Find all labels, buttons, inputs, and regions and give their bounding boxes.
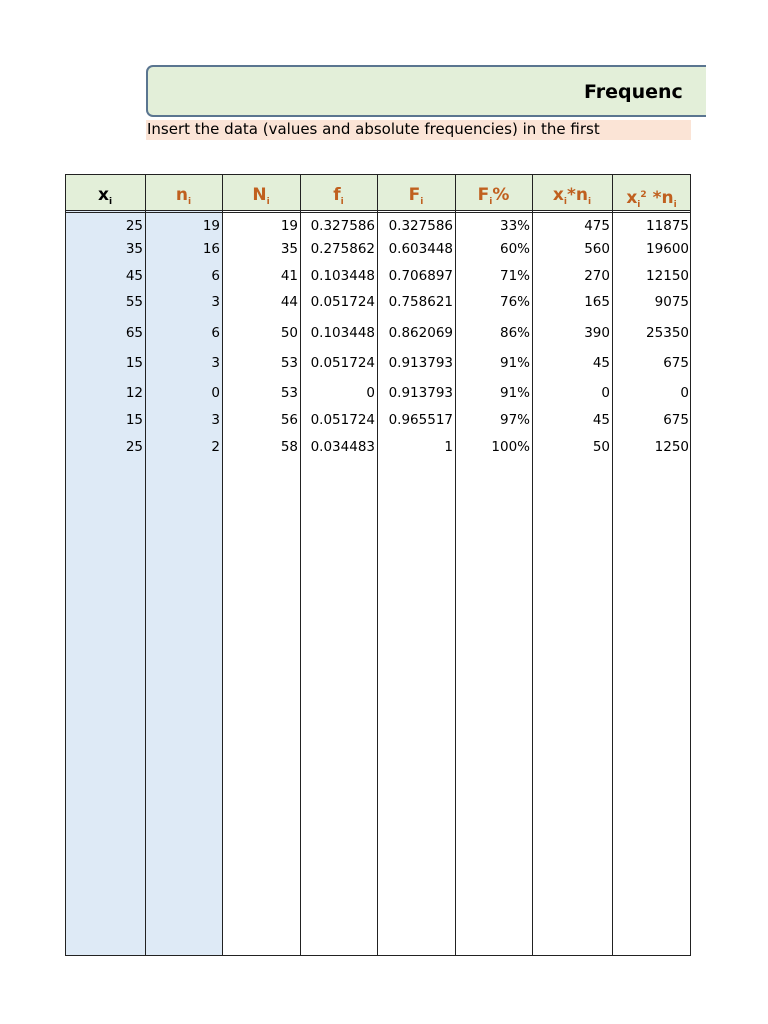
- cell-fi-percent: 91%: [499, 385, 530, 401]
- header-xi2-ni: $x_i^2$ $*n_i$: [626, 188, 677, 210]
- cell-xi-ni: 475: [584, 218, 610, 234]
- cell-Fi: 0.913793: [388, 355, 453, 371]
- cell-xi-ni: 165: [584, 294, 610, 310]
- cell-fi-percent: 76%: [499, 294, 530, 310]
- cell-xi-ni: 270: [584, 268, 610, 284]
- page-title: Frequenc: [584, 81, 683, 103]
- cell-Fi: 0.327586: [388, 218, 453, 234]
- cell-xi[interactable]: 65: [125, 325, 143, 341]
- cell-xi-ni: 45: [592, 355, 610, 371]
- header-xi-ni: $x_i*n_i$: [552, 185, 592, 207]
- cell-Fi: 0.758621: [388, 294, 453, 310]
- frequency-table: [65, 174, 691, 956]
- header-Ni: $N_i$: [252, 185, 270, 207]
- cell-xi-ni: 390: [584, 325, 610, 341]
- header-Fi: $F_i$: [408, 185, 424, 207]
- cell-xi[interactable]: 25: [125, 439, 143, 455]
- cell-fi-percent: 97%: [499, 412, 530, 428]
- cell-Fi: 0.965517: [388, 412, 453, 428]
- cell-Fi: 0.603448: [388, 241, 453, 257]
- cell-ni[interactable]: 0: [211, 385, 220, 401]
- cell-fi-percent: 71%: [499, 268, 530, 284]
- cell-Fi: 0.706897: [388, 268, 453, 284]
- instruction-text: Insert the data (values and absolute frequencies) in the first: [146, 120, 691, 140]
- header-xi: $x_i$: [97, 185, 113, 207]
- cell-xi[interactable]: 15: [125, 412, 143, 428]
- cell-Ni: 50: [280, 325, 298, 341]
- cell-fi-percent: 86%: [499, 325, 530, 341]
- cell-xi2-ni: 12150: [646, 268, 689, 284]
- cell-xi-ni: 560: [584, 241, 610, 257]
- cell-Ni: 35: [280, 241, 298, 257]
- cell-Ni: 53: [280, 355, 298, 371]
- cell-ni[interactable]: 3: [211, 294, 220, 310]
- cell-Fi: 1: [444, 439, 453, 455]
- cell-xi[interactable]: 35: [125, 241, 143, 257]
- cell-fi: 0: [366, 385, 375, 401]
- xi-input-column[interactable]: [65, 174, 145, 956]
- cell-xi[interactable]: 25: [125, 218, 143, 234]
- column-divider: [532, 174, 533, 956]
- cell-xi[interactable]: 55: [125, 294, 143, 310]
- header-ni: $n_i$: [175, 185, 192, 207]
- column-divider: [612, 174, 613, 956]
- cell-xi2-ni: 9075: [654, 294, 689, 310]
- cell-xi-ni: 50: [592, 439, 610, 455]
- cell-fi: 0.327586: [310, 218, 375, 234]
- cell-Ni: 56: [280, 412, 298, 428]
- header-fi: $f_i$: [333, 185, 344, 207]
- cell-xi[interactable]: 15: [125, 355, 143, 371]
- cell-ni[interactable]: 16: [202, 241, 220, 257]
- cell-Ni: 53: [280, 385, 298, 401]
- cell-fi-percent: 91%: [499, 355, 530, 371]
- cell-ni[interactable]: 3: [211, 355, 220, 371]
- column-divider: [222, 174, 223, 956]
- cell-ni[interactable]: 2: [211, 439, 220, 455]
- cell-xi2-ni: 25350: [646, 325, 689, 341]
- ni-input-column[interactable]: [145, 174, 222, 956]
- cell-fi: 0.051724: [310, 412, 375, 428]
- cell-fi: 0.051724: [310, 355, 375, 371]
- cell-Fi: 0.862069: [388, 325, 453, 341]
- cell-fi: 0.051724: [310, 294, 375, 310]
- cell-Ni: 58: [280, 439, 298, 455]
- cell-xi[interactable]: 45: [125, 268, 143, 284]
- column-divider: [690, 174, 691, 956]
- cell-fi-percent: 100%: [491, 439, 530, 455]
- cell-xi-ni: 0: [601, 385, 610, 401]
- cell-xi2-ni: 675: [663, 355, 689, 371]
- cell-Ni: 19: [280, 218, 298, 234]
- column-divider: [65, 174, 66, 956]
- cell-fi: 0.103448: [310, 325, 375, 341]
- header-fi-percent: $F_i\%$: [477, 185, 510, 207]
- cell-xi[interactable]: 12: [125, 385, 143, 401]
- table-bottom-border: [65, 955, 691, 956]
- cell-ni[interactable]: 6: [211, 268, 220, 284]
- cell-xi2-ni: 19600: [646, 241, 689, 257]
- cell-xi2-ni: 1250: [654, 439, 689, 455]
- cell-xi-ni: 45: [592, 412, 610, 428]
- cell-xi2-ni: 675: [663, 412, 689, 428]
- cell-Ni: 44: [280, 294, 298, 310]
- cell-Ni: 41: [280, 268, 298, 284]
- cell-ni[interactable]: 3: [211, 412, 220, 428]
- column-divider: [300, 174, 301, 956]
- cell-fi-percent: 60%: [499, 241, 530, 257]
- cell-ni[interactable]: 19: [202, 218, 220, 234]
- header-border-1: [65, 210, 691, 211]
- cell-ni[interactable]: 6: [211, 325, 220, 341]
- cell-fi-percent: 33%: [499, 218, 530, 234]
- column-divider: [455, 174, 456, 956]
- cell-xi2-ni: 11875: [646, 218, 689, 234]
- column-divider: [145, 174, 146, 956]
- cell-fi: 0.034483: [310, 439, 375, 455]
- header-border-2: [65, 212, 691, 213]
- cell-fi: 0.275862: [310, 241, 375, 257]
- column-divider: [377, 174, 378, 956]
- cell-Fi: 0.913793: [388, 385, 453, 401]
- cell-xi2-ni: 0: [680, 385, 689, 401]
- cell-fi: 0.103448: [310, 268, 375, 284]
